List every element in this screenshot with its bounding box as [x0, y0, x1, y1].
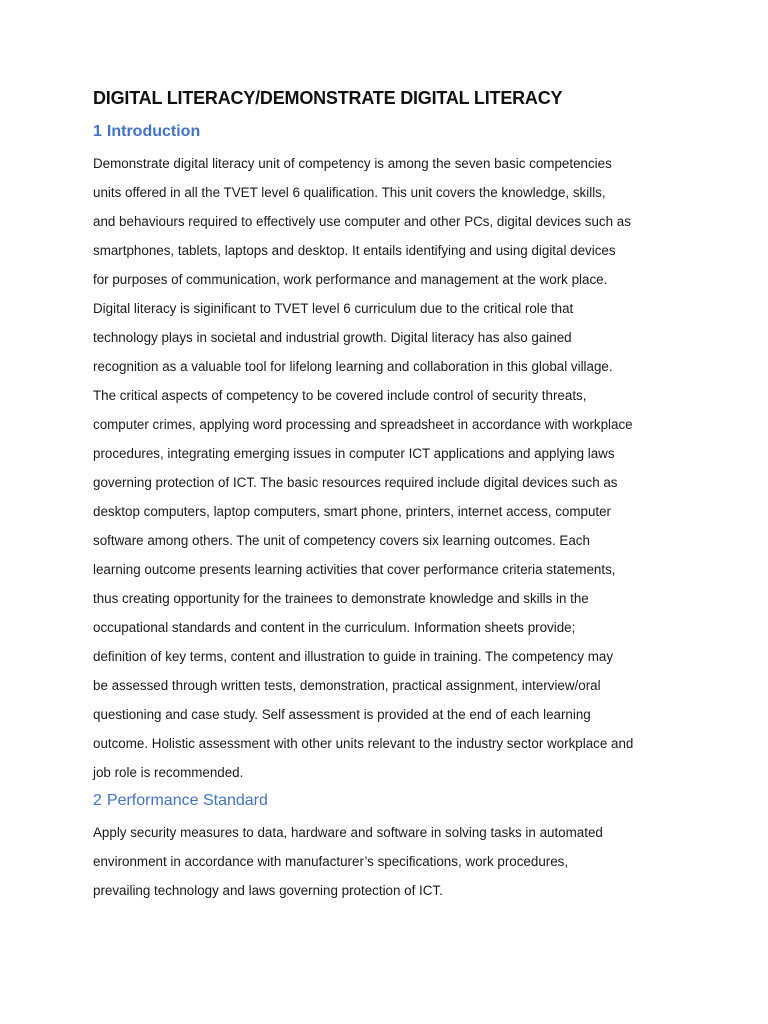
paragraph-line: job role is recommended. [93, 765, 244, 780]
section-number: 2 [93, 792, 102, 809]
paragraph-line: learning outcome presents learning activities that cover performance criteria statements, [93, 562, 616, 577]
paragraph-line: definition of key terms, content and illustration to guide in training. The competency may [93, 649, 614, 664]
paragraph-line: Apply security measures to data, hardware and software in solving tasks in automated [93, 825, 603, 840]
paragraph-line: thus creating opportunity for the trainees to demonstrate knowledge and skills in the [93, 591, 589, 606]
paragraph-line: environment in accordance with manufacturer’s specifications, work procedures, [93, 854, 569, 869]
performance-standard-paragraph [93, 818, 693, 905]
paragraph-line: occupational standards and content in the curriculum. Information sheets provide; [93, 620, 576, 635]
paragraph-line: technology plays in societal and industrial growth. Digital literacy has also gained [93, 330, 572, 345]
section-heading-introduction [93, 123, 200, 141]
paragraph-line: desktop computers, laptop computers, smart phone, printers, internet access, computer [93, 504, 612, 519]
paragraph-line: governing protection of ICT. The basic resources required include digital devices such as [93, 475, 618, 490]
document-title: DIGITAL LITERACY/DEMONSTRATE DIGITAL LITERACY [93, 88, 563, 108]
paragraph-line: The critical aspects of competency to be covered include control of security threats, [93, 388, 587, 403]
paragraph-line: software among others. The unit of competency covers six learning outcomes. Each [93, 533, 590, 548]
paragraph-line: procedures, integrating emerging issues in computer ICT applications and applying laws [93, 446, 615, 461]
paragraph-line: smartphones, tablets, laptops and desktop. It entails identifying and using digital devices [93, 243, 616, 258]
paragraph-line: recognition as a valuable tool for lifelong learning and collaboration in this global village. [93, 359, 613, 374]
section-heading-text: Introduction [106, 123, 201, 140]
paragraph-line: outcome. Holistic assessment with other units relevant to the industry sector workplace and [93, 736, 634, 751]
paragraph-line: and behaviours required to effectively use computer and other PCs, digital devices such as [93, 214, 631, 229]
paragraph-line: units offered in all the TVET level 6 qualification. This unit covers the knowledge, skills, [93, 185, 606, 200]
section-heading-performance-standard [93, 792, 268, 810]
paragraph-line: questioning and case study. Self assessment is provided at the end of each learning [93, 707, 591, 722]
paragraph-line: for purposes of communication, work performance and management at the work place. [93, 272, 608, 287]
paragraph-line: Digital literacy is siginificant to TVET level 6 curriculum due to the critical role that [93, 301, 574, 316]
paragraph-line: prevailing technology and laws governing protection of ICT. [93, 883, 443, 898]
section-heading-text: Performance Standard [106, 792, 268, 809]
section-number: 1 [93, 123, 102, 140]
paragraph-line: Demonstrate digital literacy unit of competency is among the seven basic competencies [93, 156, 612, 171]
paragraph-line: be assessed through written tests, demonstration, practical assignment, interview/oral [93, 678, 601, 693]
paragraph-line: computer crimes, applying word processing and spreadsheet in accordance with workplace [93, 417, 633, 432]
introduction-paragraph [93, 149, 693, 787]
